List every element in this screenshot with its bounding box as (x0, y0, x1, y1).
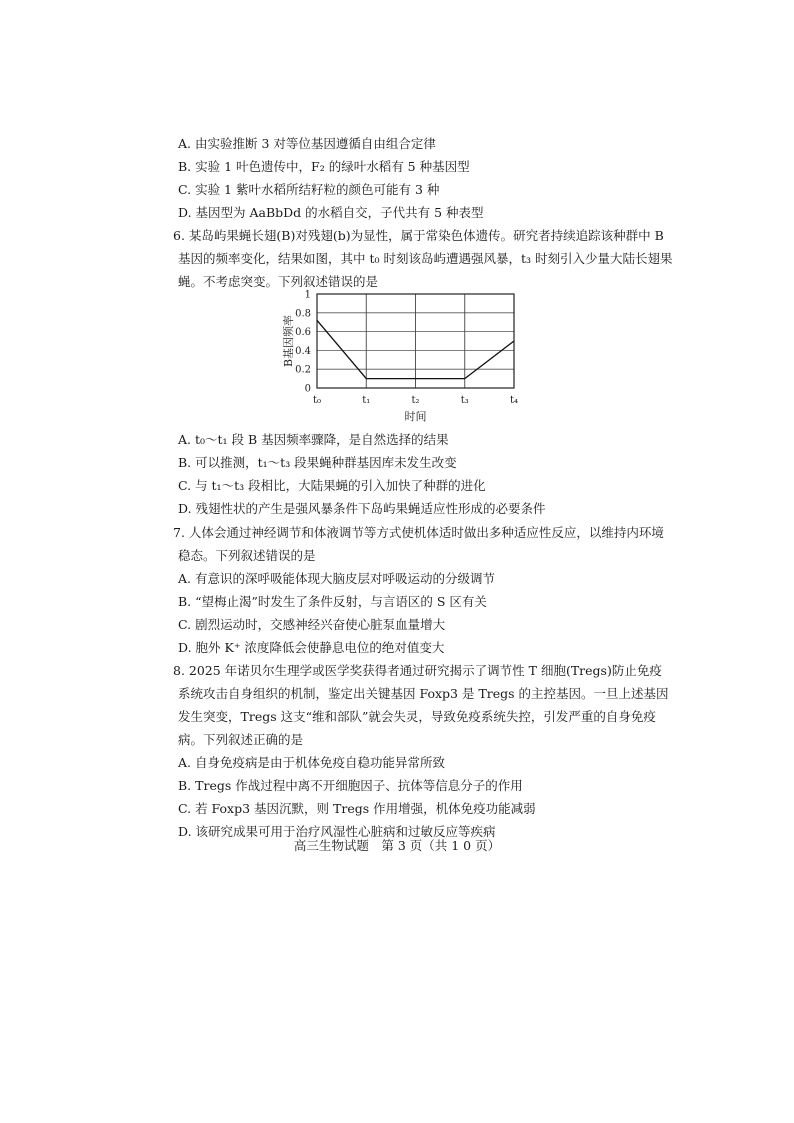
q8-stem-line-1: 8. 2025 年诺贝尔生理学或医学奖获得者通过研究揭示了调节性 T 细胞(Tregs)防止免疫 (173, 663, 662, 678)
q6-option-a: A. t₀～t₁ 段 B 基因频率骤降，是自然选择的结果 (178, 432, 449, 447)
y-tick-label-4: 0.8 (295, 308, 311, 320)
q7-stem-line-1: 7. 人体会通过神经调节和体液调节等方式使机体适时做出多种适应性反应，以维持内环境 (173, 525, 664, 540)
q8-stem-line-2: 系统攻击自身组织的机制，鉴定出关键基因 Foxp3 是 Tregs 的主控基因。一旦上述基因 (178, 686, 669, 701)
x-axis-label: 时间 (404, 410, 427, 423)
q8-stem-line-4: 病。下列叙述正确的是 (178, 732, 304, 747)
q6-stem-line-2: 基因的频率变化，结果如图，其中 t₀ 时刻该岛屿遭遇强风暴，t₃ 时刻引入少量大陆长翅果 (178, 251, 673, 266)
q8-stem-line-3: 发生突变，Tregs 这支“维和部队”就会失灵，导致免疫系统失控，引发严重的自身免疫 (178, 709, 656, 724)
page-footer: 高三生物试题 第 3 页（共 1 0 页） (293, 838, 501, 853)
q7-option-b: B. “望梅止渴”时发生了条件反射，与言语区的 S 区有关 (178, 594, 487, 609)
y-tick-label-2: 0.4 (295, 345, 311, 357)
q7-option-d: D. 胞外 K⁺ 浓度降低会使静息电位的绝对值变大 (178, 640, 445, 655)
y-axis-label: B基因频率 (282, 314, 295, 368)
y-tick-label-5: 1 (304, 289, 311, 301)
q8-option-b: B. Tregs 作战过程中离不开细胞因子、抗体等信息分子的作用 (178, 778, 523, 793)
q6-stem-line-3: 蝇。不考虑突变。下列叙述错误的是 (178, 274, 379, 289)
x-tick-label-1: t₁ (362, 395, 371, 406)
b-gene-frequency-chart (280, 286, 530, 424)
q6-option-b: B. 可以推测，t₁～t₃ 段果蝇种群基因库未发生改变 (178, 455, 457, 470)
q5-option-d: D. 基因型为 AaBbDd 的水稻自交，子代共有 5 种表型 (178, 205, 484, 220)
x-tick-label-3: t₃ (460, 395, 469, 406)
y-tick-label-3: 0.6 (295, 327, 311, 339)
q8-option-d: D. 该研究成果可用于治疗风湿性心脏病和过敏反应等疾病 (178, 824, 496, 839)
q7-stem-line-2: 稳态。下列叙述错误的是 (178, 548, 316, 563)
q5-option-b: B. 实验 1 叶色遗传中，F₂ 的绿叶水稻有 5 种基因型 (178, 159, 470, 174)
q5-option-a: A. 由实验推断 3 对等位基因遵循自由组合定律 (178, 136, 436, 151)
q8-option-a: A. 自身免疫病是由于机体免疫自稳功能异常所致 (178, 755, 445, 770)
q6-stem-line-1: 6. 某岛屿果蝇长翅(B)对残翅(b)为显性，属于常染色体遗传。研究者持续追踪该种群中 B (173, 228, 664, 243)
x-tick-label-4: t₄ (509, 395, 519, 406)
q7-option-a: A. 有意识的深呼吸能体现大脑皮层对呼吸运动的分级调节 (178, 571, 495, 586)
q5-option-c: C. 实验 1 紫叶水稻所结籽粒的颜色可能有 3 种 (178, 182, 440, 197)
q8-option-c: C. 若 Foxp3 基因沉默，则 Tregs 作用增强，机体免疫功能减弱 (178, 801, 536, 816)
q7-option-c: C. 剧烈运动时，交感神经兴奋使心脏泵血量增大 (178, 617, 446, 632)
q6-option-c: C. 与 t₁～t₃ 段相比，大陆果蝇的引入加快了种群的进化 (178, 478, 486, 493)
x-tick-label-0: t₀ (312, 395, 322, 406)
y-tick-label-0: 0 (304, 383, 311, 395)
q6-option-d: D. 残翅性状的产生是强风暴条件下岛屿果蝇适应性形成的必要条件 (178, 501, 546, 516)
x-tick-label-2: t₂ (411, 395, 420, 406)
y-tick-label-1: 0.2 (295, 364, 311, 376)
